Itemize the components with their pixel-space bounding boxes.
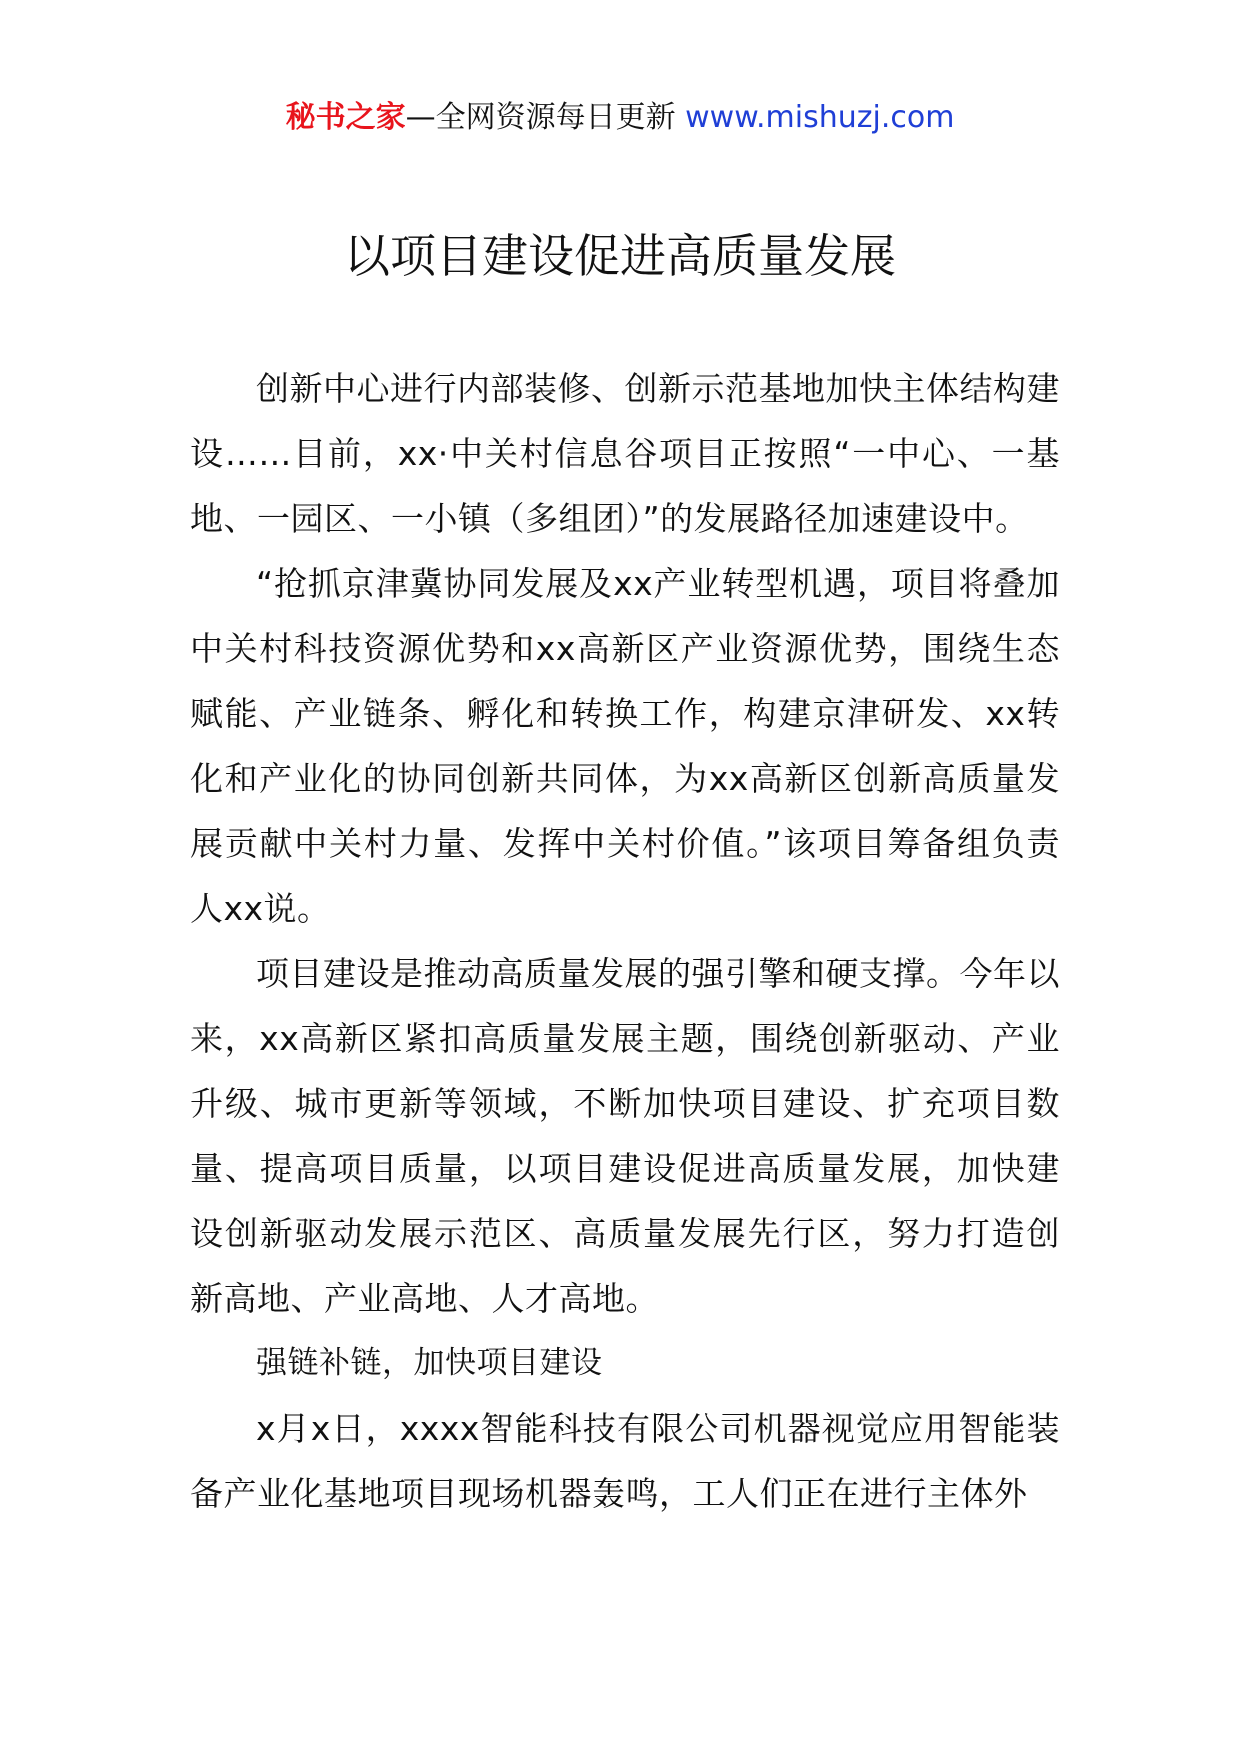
- section-heading: 强链补链，加快项目建设: [256, 1345, 603, 1381]
- paragraph: “抢抓京津冀协同发展及xx产业转型机遇，项目将叠加中关村科技资源优势和xx高新区产业资源优势，围绕生态赋能、产业链条、孵化和转换工作，构建京津研发、xx转化和产业化的协同创新共同体，为xx高新区创新高质量发展贡献中关村力量、发挥中关村价值。”该项目筹备组负责人xx说。: [190, 564, 1060, 928]
- site-url-link[interactable]: www.mishuzj.com: [685, 100, 955, 135]
- paragraph: 创新中心进行内部装修、创新示范基地加快主体结构建设……目前，xx·中关村信息谷项目正按照“一中心、一基地、一园区、一小镇（多组团）”的发展路径加速建设中。: [190, 369, 1060, 538]
- document-title: 以项目建设促进高质量发展: [344, 229, 896, 283]
- site-header: [0, 98, 1240, 138]
- site-tagline: —全网资源每日更新: [405, 100, 686, 135]
- site-brand: 秘书之家: [285, 100, 406, 135]
- document-body: [190, 356, 1060, 1526]
- paragraph: x月x日，xxxx智能科技有限公司机器视觉应用智能装备产业化基地项目现场机器轰鸣，工人们正在进行主体外: [190, 1409, 1060, 1513]
- paragraph: 项目建设是推动高质量发展的强引擎和硬支撑。今年以来，xx高新区紧扣高质量发展主题，围绕创新驱动、产业升级、城市更新等领域，不断加快项目建设、扩充项目数量、提高项目质量，以项目建设促进高质量发展，加快建设创新驱动发展示范区、高质量发展先行区，努力打造创新高地、产业高地、人才高地。: [190, 954, 1060, 1318]
